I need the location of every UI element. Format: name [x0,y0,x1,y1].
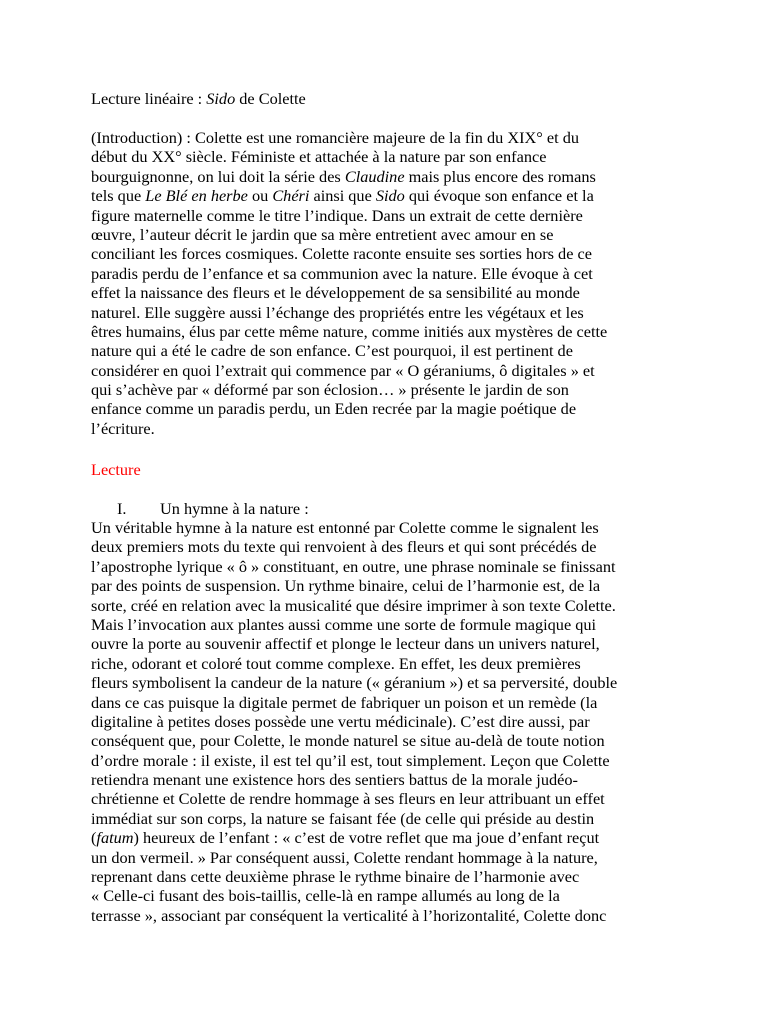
text-line [91,557,617,576]
text-line [91,751,617,770]
text-run: « Celle-ci fusant des bois-taillis, celle-là en rampe allumés au long de la [91,886,560,906]
text-line [91,225,607,244]
text-line [91,848,617,867]
text-run: bourguignonne, on lui doit la série des [91,166,345,186]
text-run: êtres humains, élus par cette même nature, comme initiés aux mystères de cette [91,321,608,341]
text-line [91,673,617,692]
text-run: ou [247,186,273,206]
text-line [91,789,617,808]
text-run: considérer en quoi l’extrait qui commence par « O géraniums, ô digitales » et [91,360,595,380]
text-run: qui s’achève par « déformé par son éclosion… » présente le jardin de son [91,380,569,400]
text-line [91,654,617,673]
text-line [91,322,607,341]
text-run: (Introduction) : Colette est une romancière majeure de la fin du XIX° et du [91,128,579,147]
italic-text: Le Blé en herbe [145,186,248,206]
italic-text: Claudine [344,166,405,186]
text-line [91,167,607,186]
text-run: reprenant dans cette deuxième phrase le rythme binaire de l’harmonie avec [91,867,580,887]
text-run: ) heureux de l’enfant : « c’est de votre reflet que ma joue d’enfant reçut [133,828,600,848]
text-run: dans ce cas puisque la digitale permet de fabriquer un poison et un remède (la [91,692,598,712]
text-run: tels que [91,186,146,206]
text-line [91,731,617,750]
text-run: digitaline à petites doses possède une vertu médicinale). C’est dire aussi, par [91,711,590,731]
text-run: d’ordre morale : il existe, il est tel qu’il est, tout simplement. Leçon que Colette [91,750,610,770]
text-run: retiendra menant une existence hors des sentiers battus de la morale judéo- [91,770,578,790]
italic-text: fatum [96,828,134,848]
text-line [91,128,607,147]
text-line [91,186,607,205]
text-line [91,283,607,302]
text-line [91,712,617,731]
text-line [91,828,617,847]
italic-text: Chéri [272,186,310,206]
text-line [91,147,607,166]
text-run: effet la naissance des fleurs et le développement de sa sensibilité au monde [91,283,580,303]
text-run: l’écriture. [91,418,155,438]
text-line [91,809,617,828]
text-run: chrétienne et Colette de rendre hommage à ses fleurs en leur attribuant un effet [91,789,605,809]
text-run: naturel. Elle suggère aussi l’échange des propriétés entre les végétaux et les [91,302,584,322]
text-line [91,770,617,789]
text-line [91,380,607,399]
text-run: Mais l’invocation aux plantes aussi comme une sorte de formule magique qui [91,614,597,634]
text-line [91,399,607,418]
text-run: mais plus encore des romans [404,166,596,186]
title-suffix: de Colette [235,89,306,108]
text-line [91,906,617,925]
text-run: ouvre la porte au souvenir affectif et plonge le lecteur dans un univers naturel, [91,634,600,654]
document-title [91,89,306,109]
text-line [91,518,617,537]
text-run: un don vermeil. » Par conséquent aussi, Colette rendant hommage à la nature, [91,847,598,867]
text-run: conciliant les forces cosmiques. Colette raconte ensuite ses sorties hors de ce [91,244,592,264]
title-prefix: Lecture linéaire : [91,89,207,108]
text-run: fleurs symbolisent la candeur de la nature (« géranium ») et sa perversité, double [91,673,618,693]
text-run: nature qui a été le cadre de son enfance. C’est pourquoi, il est pertinent de [91,341,573,361]
text-line [91,867,617,886]
text-run: figure maternelle comme le titre l’indique. Dans un extrait de cette dernière [91,205,583,225]
section-title: Un hymne à la nature : [160,499,309,518]
text-line [91,886,617,905]
text-run: sorte, créé en relation avec la musicalité que désire imprimer à son texte Colette. [91,595,616,615]
text-run: paradis perdu de l’enfance et sa communion avec la nature. Elle évoque à cet [91,263,593,283]
text-line [91,596,617,615]
text-run: conséquent que, pour Colette, le monde naturel se situe au-delà de toute notion [91,731,605,751]
text-run: qui évoque son enfance et la [404,186,594,206]
section-heading [91,499,309,519]
section-number: I. [117,499,127,518]
title-italic: Sido [206,89,236,108]
text-line [91,303,607,322]
text-run: par des points de suspension. Un rythme binaire, celui de l’harmonie est, de la [91,576,601,596]
text-run: l’apostrophe lyrique « ô » constituant, en outre, une phrase nominale se finissant [91,556,616,576]
italic-text: Sido [375,186,405,206]
introduction-paragraph [91,128,607,438]
lecture-heading: Lecture [91,460,141,479]
text-run: terrasse », associant par conséquent la verticalité à l’horizontalité, Colette donc [91,905,607,925]
text-line [91,615,617,634]
text-run: ainsi que [309,186,376,206]
text-run: enfance comme un paradis perdu, un Eden recrée par la magie poétique de [91,399,577,419]
text-line [91,341,607,360]
text-run: riche, odorant et coloré tout comme complexe. En effet, les deux premières [91,653,581,673]
text-line [91,693,617,712]
text-line [91,537,617,556]
body-paragraph [91,518,617,925]
text-line [91,634,617,653]
text-line [91,206,607,225]
text-run: ( [91,828,97,848]
text-line [91,244,607,263]
text-run: immédiat sur son corps, la nature se faisant fée (de celle qui préside au destin [91,808,595,828]
text-run: Un véritable hymne à la nature est entonné par Colette comme le signalent les [91,518,599,537]
text-run: deux premiers mots du texte qui renvoient à des fleurs et qui sont précédés de [91,537,597,557]
text-line [91,264,607,283]
text-line [91,361,607,380]
text-line [91,419,607,438]
text-line [91,576,617,595]
text-run: début du XX° siècle. Féministe et attachée à la nature par son enfance [91,147,547,167]
text-run: œuvre, l’auteur décrit le jardin que sa mère entretient avec amour en se [91,224,554,244]
